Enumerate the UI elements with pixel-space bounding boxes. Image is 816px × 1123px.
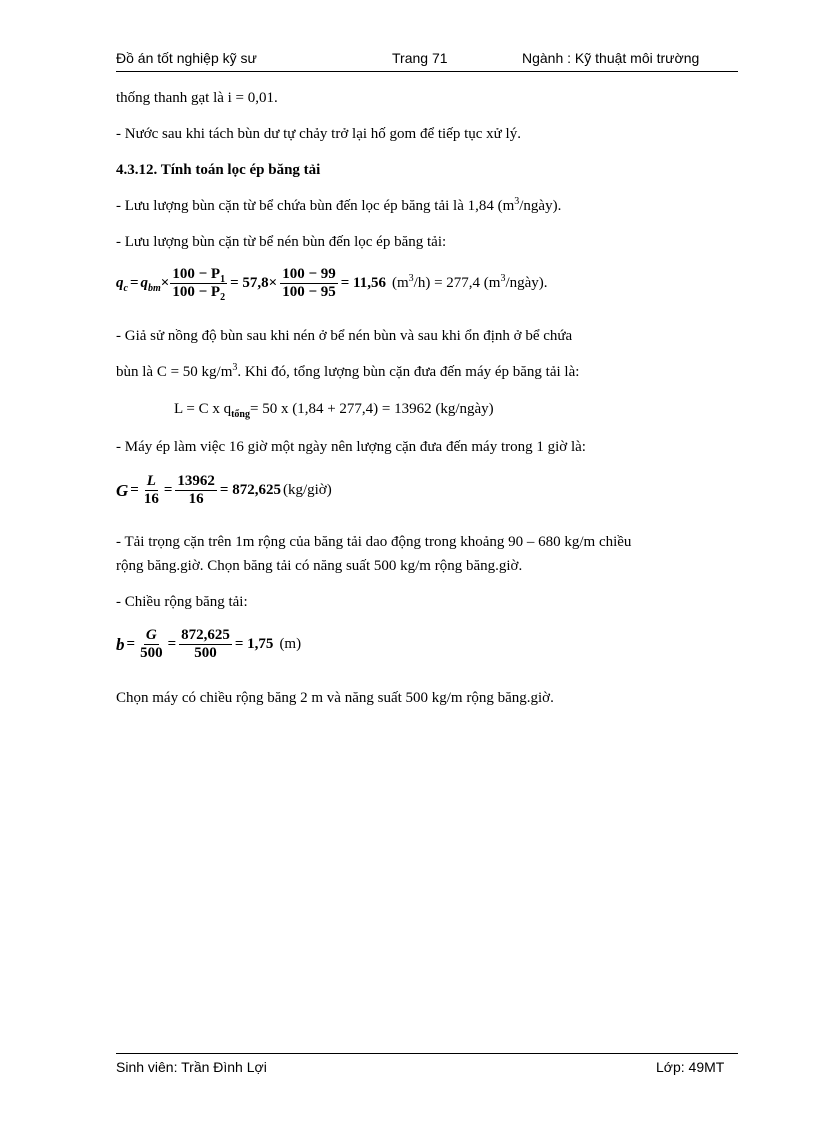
section-heading: 4.3.12. Tính toán lọc ép băng tải bbox=[116, 162, 321, 178]
footer-left: Sinh viên: Trần Đình Lợi bbox=[116, 1059, 267, 1075]
header-rule bbox=[116, 71, 738, 72]
text-line: - Chiều rộng băng tải: bbox=[116, 594, 248, 610]
fraction: $\frac{G}{500}$ bbox=[140, 627, 163, 661]
text-line: - Tải trọng cặn trên 1m rộng của băng tải dao động trong khoảng 90 – 680 kg/m chiều bbox=[116, 534, 632, 550]
text-line: Chọn máy có chiều rộng băng 2 m và năng suất 500 kg/m rộng băng.giờ. bbox=[116, 690, 554, 706]
text-span: bùn là C = 50 kg/m bbox=[116, 364, 233, 380]
fraction: $\frac{100 - P_1}{100 - P_2}$ bbox=[172, 266, 226, 303]
formula-result: = 1,75 bbox=[234, 636, 274, 652]
superscript: 3 bbox=[514, 196, 520, 207]
formula-q bbox=[116, 266, 548, 301]
text-line: - Nước sau khi tách bùn dư tự chảy trở lại hố gom để tiếp tục xử lý. bbox=[116, 126, 521, 142]
fraction: $\frac{13962}{16}$ bbox=[177, 473, 215, 507]
formula-symbol: $q_c$ bbox=[116, 275, 128, 294]
formula-result: = 872,625 bbox=[219, 482, 281, 498]
formula-symbol: $q_{bm}$ bbox=[140, 275, 161, 294]
text-line: - Giả sử nồng độ bùn sau khi nén ở bể nén bùn và sau khi ổn định ở bể chứa bbox=[116, 328, 573, 344]
text-span: L = C x q bbox=[174, 401, 232, 417]
fraction: $\frac{100 - 99}{100 - 95}$ bbox=[282, 266, 336, 300]
footer-rule bbox=[116, 1053, 738, 1054]
formula-operator: = 57,8× bbox=[230, 275, 278, 291]
header-right: Ngành : Kỹ thuật môi trường bbox=[522, 50, 700, 66]
text-line: rộng băng.giờ. Chọn băng tải có năng suất 500 kg/m rộng băng.giờ. bbox=[116, 558, 523, 574]
header-left: Đồ án tốt nghiệp kỹ sư bbox=[116, 50, 257, 66]
formula-operator: = bbox=[130, 482, 139, 498]
formula-symbol: G bbox=[116, 480, 129, 500]
fraction: $\frac{872,625}{500}$ bbox=[181, 627, 230, 661]
text-span: - Lưu lượng bùn cặn từ bể chứa bùn đến lọc ép băng tải là 1,84 (m bbox=[116, 198, 515, 214]
text-line: thống thanh gạt là i = 0,01. bbox=[116, 90, 278, 106]
text-line: - Lưu lượng bùn cặn từ bể nén bùn đến lọc ép băng tải: bbox=[116, 234, 447, 250]
text-span: . Khi đó, tổng lượng bùn cặn đưa đến máy ép băng tải là: bbox=[237, 364, 580, 380]
formula-result: = 11,56 bbox=[340, 275, 386, 291]
formula-unit: (kg/giờ) bbox=[282, 482, 332, 498]
text-line bbox=[116, 362, 579, 382]
formula-operator: = bbox=[126, 636, 136, 652]
text-line-indented bbox=[174, 399, 494, 419]
footer-right: Lớp: 49MT bbox=[656, 1059, 725, 1075]
formula-operator: = bbox=[163, 482, 173, 498]
formula-unit: $(m^3/h) = 277,4$ $(m^3/ngày)$. bbox=[391, 273, 548, 291]
text-span: = 50 x (1,84 + 277,4) = 13962 (kg/ngày) bbox=[249, 401, 494, 417]
formula-b bbox=[116, 627, 301, 662]
text-span: /ngày). bbox=[519, 198, 562, 214]
fraction: $\frac{L}{16}$ bbox=[143, 473, 159, 507]
formula-symbol: b bbox=[116, 634, 125, 654]
header-page-number: Trang 71 bbox=[392, 50, 448, 66]
text-line: - Máy ép làm việc 16 giờ một ngày nên lượng cặn đưa đến máy trong 1 giờ là: bbox=[116, 439, 586, 455]
superscript: 3 bbox=[232, 362, 238, 373]
formula-operator: = bbox=[129, 275, 139, 291]
text-line bbox=[116, 196, 561, 216]
formula-operator: × bbox=[160, 275, 170, 291]
subscript: tổng bbox=[231, 409, 250, 420]
formula-operator: = bbox=[167, 636, 177, 652]
formula-unit: (m) bbox=[279, 636, 302, 652]
formula-g bbox=[116, 473, 332, 508]
